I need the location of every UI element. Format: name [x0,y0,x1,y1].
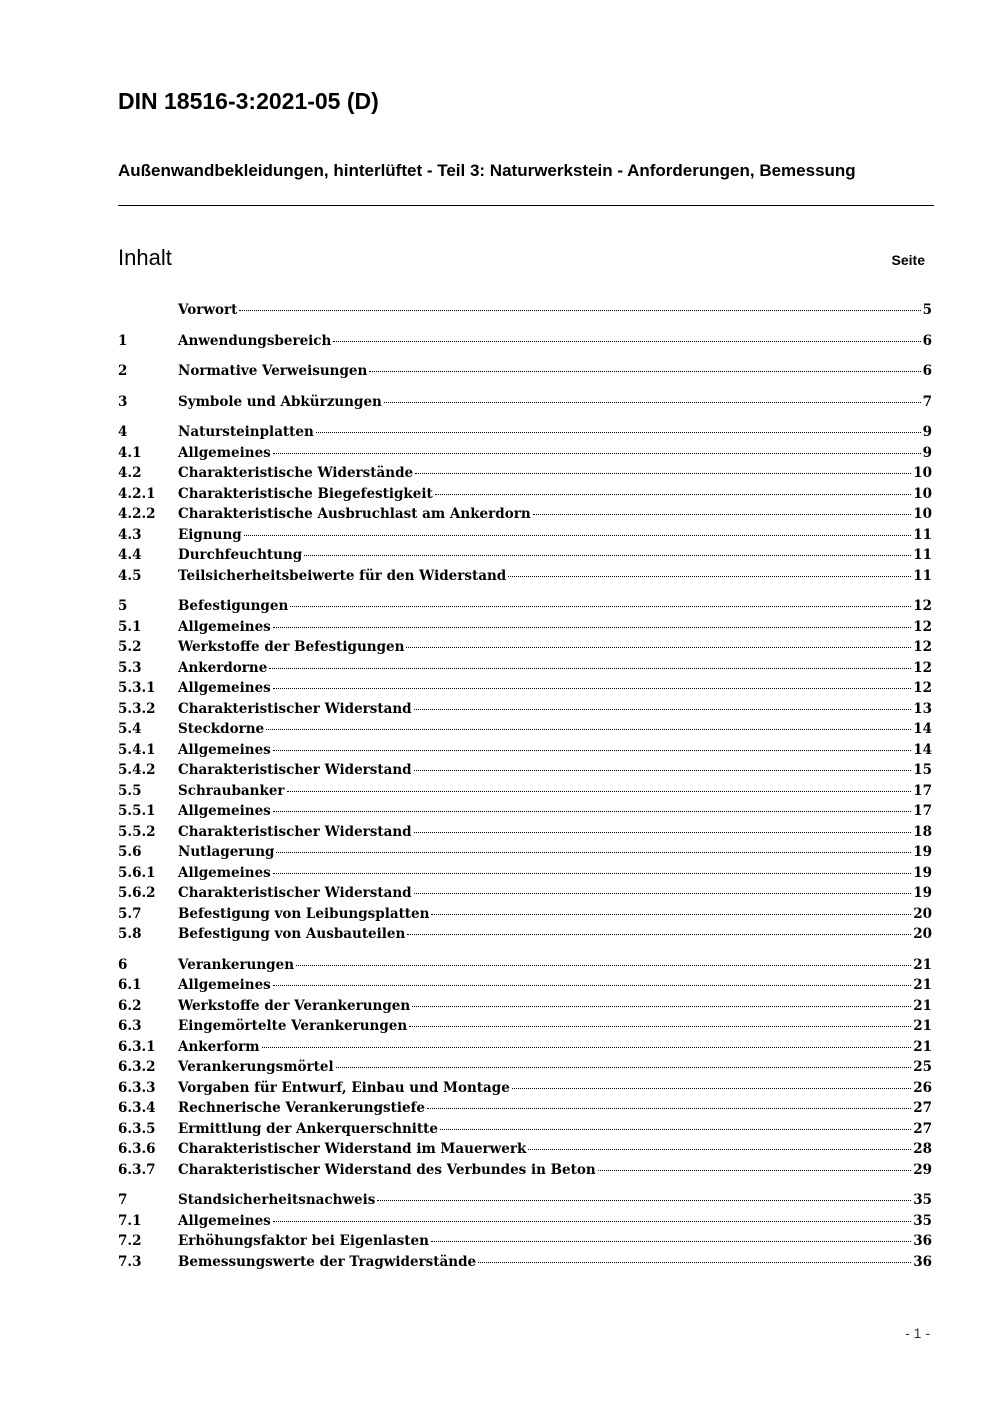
toc-entry-title: Allgemeines [178,803,271,819]
toc-entry-number: 5.7 [118,905,142,922]
toc-entry-page: 6 [922,332,932,349]
toc-entry-page: 26 [913,1079,932,1096]
toc-entry-page: 21 [913,977,932,993]
toc-entry-number: 6.3.6 [118,1141,156,1157]
toc-entry-title: Erhöhungsfaktor bei Eigenlasten [178,1233,429,1249]
toc-dot-leader [407,934,911,935]
toc-entry-number: 5.3.2 [118,700,156,717]
toc-entry[interactable] [118,566,932,587]
toc-entry-page: 21 [913,1038,932,1055]
toc-dot-leader [414,832,912,833]
toc-entry-title: Ankerform [178,1038,260,1055]
toc-dot-leader [440,1129,911,1130]
toc-entry-number: 2 [118,363,128,379]
toc-entry[interactable] [118,1252,932,1273]
toc-dot-leader [431,1241,911,1242]
toc-entry-number: 5 [118,598,128,614]
toc-dot-leader [414,770,912,771]
toc-entry-page: 21 [913,1018,932,1034]
toc-entry-number: 5.1 [118,618,142,635]
toc-entry-page: 36 [913,1253,932,1270]
toc-entry[interactable] [118,1211,932,1232]
toc-entry-number: 6.3.4 [118,1100,156,1116]
toc-entry-number: 6.2 [118,997,142,1014]
toc-entry-number: 5.4.2 [118,762,156,778]
document-title: DIN 18516-3:2021-05 (D) [118,88,379,114]
toc-entry-title: Charakteristischer Widerstand des Verbundes in Beton [178,1161,596,1178]
toc-entry-page: 12 [913,598,932,614]
toc-entry[interactable] [118,1231,932,1252]
toc-entry-title: Ermittlung der Ankerquerschnitte [178,1120,438,1137]
toc-entry-page: 9 [922,444,932,461]
toc-entry[interactable] [118,1139,932,1160]
toc-entry-page: 12 [913,680,932,696]
toc-dot-leader [528,1149,911,1150]
toc-entry[interactable] [118,883,932,904]
toc-entry-number: 6.3.7 [118,1161,156,1178]
toc-dot-leader [409,1026,911,1027]
toc-dot-leader [239,310,920,311]
toc-entry-title: Normative Verweisungen [178,363,368,379]
toc-dot-leader [273,985,911,986]
toc-entry[interactable] [118,975,932,996]
toc-dot-leader [431,914,911,915]
toc-entry-page: 10 [913,465,932,481]
toc-dot-leader [244,535,911,536]
toc-entry-number: 7.1 [118,1212,142,1229]
toc-entry-title: Charakteristischer Widerstand im Mauerwerk [178,1141,527,1157]
toc-entry-title: Befestigung von Ausbauteilen [178,926,406,942]
toc-entry-number: 6.1 [118,977,142,993]
toc-entry-page: 11 [913,526,932,543]
toc-dot-leader [377,1200,911,1201]
toc-entry-page: 21 [913,956,932,973]
document-subtitle: Außenwandbekleidungen, hinterlüftet - Teil 3: Naturwerkstein - Anforderungen, Bemessung [118,161,856,180]
toc-entry-page: 35 [913,1192,932,1208]
toc-entry[interactable] [118,955,932,976]
toc-entry-title: Charakteristischer Widerstand [178,762,412,778]
toc-entry-number: 5.8 [118,926,142,942]
toc-dot-leader [533,514,912,515]
toc-entry[interactable] [118,1037,932,1058]
toc-entry[interactable] [118,443,932,464]
toc-entry-title: Vorwort [178,302,238,318]
toc-entry[interactable] [118,760,932,781]
toc-entry-title: Befestigungen [178,598,289,614]
toc-entry[interactable] [118,924,932,945]
toc-entry[interactable] [118,740,932,761]
toc-entry-title: Verankerungen [178,956,295,973]
toc-entry-number: 7 [118,1192,128,1208]
toc-dot-leader [435,494,911,495]
toc-entry-number: 6.3.2 [118,1059,156,1075]
toc-entry-number: 4.2 [118,465,142,481]
toc-dot-leader [412,1006,911,1007]
toc-entry-number: 5.6.1 [118,864,156,881]
toc-dot-leader [269,668,911,669]
toc-entry-title: Allgemeines [178,741,271,758]
toc-entry[interactable] [118,699,932,720]
toc-entry-title: Allgemeines [178,680,271,696]
toc-dot-leader [262,1047,912,1048]
toc-dot-leader [273,1221,911,1222]
toc-entry[interactable] [118,719,932,740]
toc-entry[interactable] [118,331,932,352]
toc-entry-number: 6.3.5 [118,1120,156,1137]
toc-entry[interactable] [118,678,932,699]
toc-dot-leader [273,750,911,751]
toc-entry-title: Rechnerische Verankerungstiefe [178,1100,425,1116]
toc-heading: Inhalt [118,245,172,270]
toc-dot-leader [316,432,921,433]
toc-entry-title: Charakteristischer Widerstand [178,700,412,717]
toc-entry[interactable] [118,658,932,679]
toc-entry[interactable] [118,1190,932,1211]
toc-entry-page: 20 [913,926,932,942]
toc-entry-page: 7 [922,393,932,410]
toc-dot-leader [276,852,911,853]
toc-entry[interactable] [118,525,932,546]
toc-entry-page: 27 [913,1120,932,1137]
toc-entry-number: 5.5.2 [118,823,156,840]
toc-entry[interactable] [118,504,932,525]
toc-entry-number: 1 [118,332,128,349]
toc-entry[interactable] [118,637,932,658]
toc-dot-leader [478,1262,911,1263]
toc-entry-number: 5.5.1 [118,803,156,819]
toc-dot-leader [598,1170,912,1171]
toc-entry[interactable] [118,842,932,863]
toc-entry-title: Werkstoffe der Befestigungen [178,639,405,655]
toc-entry-number: 7.2 [118,1233,142,1249]
toc-entry-page: 29 [913,1161,932,1178]
toc-entry[interactable] [118,392,932,413]
toc-entry[interactable] [118,1098,932,1119]
toc-dot-leader [336,1067,912,1068]
toc-entry-number: 5.2 [118,639,142,655]
toc-entry-number: 4.3 [118,526,142,543]
toc-entry-title: Charakteristische Ausbruchlast am Ankerdorn [178,506,531,522]
toc-entry-title: Allgemeines [178,864,271,881]
toc-entry-title: Eignung [178,526,242,543]
toc-dot-leader [273,627,911,628]
toc-entry[interactable] [118,822,932,843]
toc-entry[interactable] [118,484,932,505]
toc-entry-number: 7.3 [118,1253,142,1270]
toc-entry[interactable] [118,1160,932,1181]
toc-dot-leader [414,709,912,710]
page-number: - 1 - [905,1325,930,1341]
toc-dot-leader [296,965,911,966]
toc-dot-leader [415,473,911,474]
toc-entry-title: Ankerdorne [178,659,268,676]
toc-entry-page: 18 [913,823,932,840]
toc-entry-title: Charakteristische Widerstände [178,465,414,481]
toc-entry-page: 21 [913,997,932,1014]
toc-entry-title: Anwendungsbereich [178,332,332,349]
toc-entry-title: Symbole und Abkürzungen [178,393,382,410]
toc-entry-page: 19 [913,885,932,901]
toc-entry[interactable] [118,422,932,443]
toc-dot-leader [512,1088,911,1089]
toc-entry[interactable] [118,1016,932,1037]
toc-entry-page: 36 [913,1233,932,1249]
toc-entry-page: 6 [922,363,932,379]
toc-entry-number: 6.3.1 [118,1038,156,1055]
toc-dot-leader [414,893,912,894]
toc-entry-number: 6 [118,956,128,973]
toc-entry-title: Werkstoffe der Verankerungen [178,997,411,1014]
toc-entry-number: 6.3.3 [118,1079,156,1096]
table-of-contents [118,300,932,1272]
toc-entry-page: 13 [913,700,932,717]
toc-dot-leader [290,606,911,607]
toc-entry[interactable] [118,801,932,822]
toc-entry-page: 17 [913,782,932,799]
toc-entry-page: 35 [913,1212,932,1229]
toc-entry-number: 5.6 [118,844,142,860]
toc-entry[interactable] [118,863,932,884]
toc-entry-title: Allgemeines [178,618,271,635]
toc-entry[interactable] [118,1057,932,1078]
toc-entry-title: Allgemeines [178,1212,271,1229]
toc-entry-number: 5.4.1 [118,741,156,758]
toc-entry-number: 5.3 [118,659,142,676]
toc-entry[interactable] [118,996,932,1017]
toc-dot-leader [273,688,911,689]
toc-entry[interactable] [118,545,932,566]
toc-entry-title: Charakteristische Biegefestigkeit [178,485,433,502]
title-rule [118,205,934,206]
toc-dot-leader [427,1108,911,1109]
toc-entry-title: Allgemeines [178,444,271,461]
toc-dot-leader [304,555,911,556]
toc-entry[interactable] [118,1119,932,1140]
toc-entry-number: 4.1 [118,444,142,461]
toc-entry-title: Schraubanker [178,782,285,799]
toc-entry-page: 10 [913,485,932,502]
toc-dot-leader [273,811,911,812]
toc-entry-number: 3 [118,393,128,410]
toc-entry[interactable] [118,463,932,484]
toc-entry-page: 28 [913,1141,932,1157]
toc-dot-leader [273,873,911,874]
toc-entry-number: 5.5 [118,782,142,799]
toc-dot-leader [266,729,911,730]
toc-entry-number: 5.3.1 [118,680,156,696]
toc-entry[interactable] [118,1078,932,1099]
toc-entry-page: 27 [913,1100,932,1116]
toc-entry-title: Nutlagerung [178,844,275,860]
toc-dot-leader [333,341,920,342]
toc-entry[interactable] [118,904,932,925]
toc-entry-title: Charakteristischer Widerstand [178,885,412,901]
toc-entry-number: 5.6.2 [118,885,156,901]
toc-entry-title: Durchfeuchtung [178,547,303,563]
toc-entry-page: 20 [913,905,932,922]
toc-entry-number: 5.4 [118,721,142,737]
toc-entry-number: 4.4 [118,547,142,563]
toc-entry[interactable] [118,300,932,321]
toc-entry-page: 10 [913,506,932,522]
toc-entry-number: 6.3 [118,1018,142,1034]
toc-entry-title: Charakteristischer Widerstand [178,823,412,840]
toc-dot-leader [508,576,911,577]
toc-entry[interactable] [118,596,932,617]
toc-entry[interactable] [118,781,932,802]
toc-entry-title: Eingemörtelte Verankerungen [178,1018,408,1034]
toc-entry-page: 17 [913,803,932,819]
toc-entry[interactable] [118,361,932,382]
toc-entry-page: 12 [913,618,932,635]
toc-entry-number: 4.5 [118,567,142,584]
toc-dot-leader [273,453,921,454]
toc-entry-title: Teilsicherheitsbeiwerte für den Widerstand [178,567,507,584]
toc-entry-title: Verankerungsmörtel [178,1059,334,1075]
toc-entry-title: Befestigung von Leibungsplatten [178,905,430,922]
toc-entry-number: 4 [118,424,128,440]
toc-entry-title: Allgemeines [178,977,271,993]
toc-entry-page: 19 [913,864,932,881]
toc-entry-title: Standsicherheitsnachweis [178,1192,376,1208]
toc-page-column-label: Seite [891,252,925,268]
toc-entry-number: 4.2.1 [118,485,156,502]
toc-entry-page: 5 [922,302,932,318]
toc-entry-number: 4.2.2 [118,506,156,522]
toc-entry-page: 14 [913,741,932,758]
toc-entry-title: Vorgaben für Entwurf, Einbau und Montage [178,1079,510,1096]
toc-entry-page: 14 [913,721,932,737]
toc-entry-page: 12 [913,659,932,676]
toc-entry-page: 12 [913,639,932,655]
toc-entry-page: 19 [913,844,932,860]
toc-entry-page: 9 [922,424,932,440]
toc-dot-leader [406,647,911,648]
toc-dot-leader [287,791,912,792]
toc-entry-page: 11 [913,567,932,584]
toc-entry-page: 25 [913,1059,932,1075]
toc-entry-title: Natursteinplatten [178,424,314,440]
toc-entry[interactable] [118,617,932,638]
toc-dot-leader [369,371,920,372]
toc-entry-title: Bemessungswerte der Tragwiderstände [178,1253,477,1270]
toc-entry-page: 11 [913,547,932,563]
toc-entry-page: 15 [913,762,932,778]
toc-entry-title: Steckdorne [178,721,265,737]
toc-dot-leader [384,402,921,403]
